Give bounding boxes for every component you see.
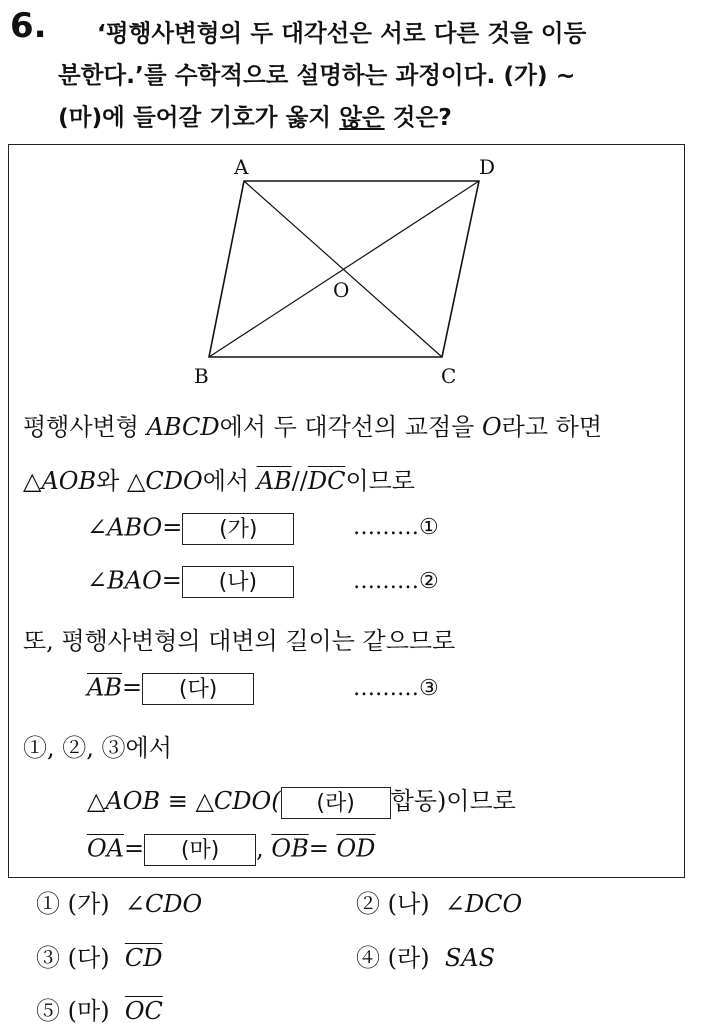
choice-value: $\overline{OC}$	[124, 997, 163, 1025]
blank-da: (다)	[142, 673, 254, 705]
math-triangle-aob: △AOB	[23, 467, 97, 495]
proof-text: 이므로	[345, 467, 415, 495]
point-label-o: O	[333, 278, 350, 302]
proof-box	[8, 144, 685, 878]
question-number: 6.	[10, 6, 47, 46]
math-segment-dc: $\overline{DC}$	[307, 467, 346, 495]
choice-value: ∠CDO	[124, 890, 203, 918]
math-segment-ab: $\overline{AB}$	[87, 673, 122, 702]
parallel-symbol: //	[291, 467, 308, 495]
parallelogram-figure	[9, 145, 686, 385]
proof-text: 와	[96, 467, 127, 495]
choice-value: SAS	[444, 944, 496, 972]
choice-number: ②	[356, 890, 380, 918]
math-segment-ob: $\overline{OB}$	[271, 834, 309, 863]
choice-value: ∠DCO	[444, 890, 523, 918]
math-angle-bao: ∠BAO=	[87, 566, 182, 595]
choice-number: ④	[356, 944, 380, 972]
choice-5[interactable]	[36, 991, 163, 1026]
vertex-label-d: D	[479, 155, 496, 179]
vertex-label-a: A	[234, 155, 249, 179]
math-congruence: △AOB ≡ △CDO(	[87, 787, 281, 815]
math-segment-oa: $\overline{OA}$	[87, 834, 125, 863]
proof-text: 평행사변형	[23, 413, 147, 441]
equals-sign: =	[308, 834, 337, 863]
choice-3[interactable]	[36, 938, 162, 973]
choice-number: ③	[36, 944, 60, 972]
proof-text: 에서	[202, 467, 257, 495]
vertex-label-b: B	[194, 364, 209, 385]
ref-dots-3: ………③	[353, 676, 439, 701]
choice-label: (다)	[67, 944, 110, 972]
choice-1[interactable]	[36, 884, 202, 919]
proof-line-5: 또, 평행사변형의 대변의 길이는 같으므로	[23, 627, 456, 655]
choice-label: (나)	[387, 890, 430, 918]
math-abcd: ABCD	[146, 413, 220, 441]
proof-text: 합동)이므로	[390, 787, 516, 815]
math-o: O	[481, 413, 502, 441]
proof-line-2	[23, 461, 415, 496]
question-stem-line-1: ‘평행사변형의 두 대각선은 서로 다른 것을 이등	[97, 19, 587, 47]
proof-line-7: ①, ②, ③에서	[23, 734, 172, 762]
choice-4[interactable]	[356, 938, 495, 973]
proof-line-1	[23, 407, 602, 442]
question-stem-line-3	[58, 98, 452, 132]
equals-sign: =	[121, 673, 143, 702]
diagonal-bd	[209, 181, 479, 357]
blank-na: (나)	[182, 566, 294, 598]
blank-ma: (마)	[144, 834, 256, 866]
stem-text: (마)에 들어갈 기호가 옳지	[58, 103, 340, 131]
choice-number: ①	[36, 890, 60, 918]
proof-eq-2	[87, 566, 294, 598]
choice-label: (라)	[387, 944, 430, 972]
choice-number: ⑤	[36, 997, 60, 1025]
proof-last-line	[87, 834, 375, 866]
comma: ,	[256, 834, 272, 863]
math-segment-ab: $\overline{AB}$	[256, 467, 292, 495]
math-triangle-cdo: △CDO	[126, 467, 203, 495]
blank-ga: (가)	[182, 513, 294, 545]
equals-sign: =	[124, 834, 145, 863]
math-segment-od: $\overline{OD}$	[336, 834, 376, 863]
math-angle-abo: ∠ABO=	[87, 513, 183, 542]
stem-text-end: 것은?	[384, 103, 452, 131]
proof-text: 에서 두 대각선의 교점을	[219, 413, 482, 441]
choice-value: $\overline{CD}$	[124, 944, 163, 972]
vertex-label-c: C	[441, 364, 457, 385]
proof-eq-1	[87, 513, 294, 545]
proof-text: 라고 하면	[501, 413, 603, 441]
proof-congruence	[87, 781, 516, 819]
ref-dots-1: ………①	[353, 515, 439, 540]
choice-label: (마)	[67, 997, 110, 1025]
ref-dots-2: ………②	[353, 569, 439, 594]
choice-label: (가)	[67, 890, 110, 918]
proof-eq-3	[87, 673, 254, 705]
stem-emphasis: 않은	[339, 103, 385, 131]
blank-ra: (라)	[281, 787, 391, 819]
choice-2[interactable]	[356, 884, 522, 919]
question-stem-line-2: 분한다.’를 수학적으로 설명하는 과정이다. (가) ~	[58, 61, 576, 89]
